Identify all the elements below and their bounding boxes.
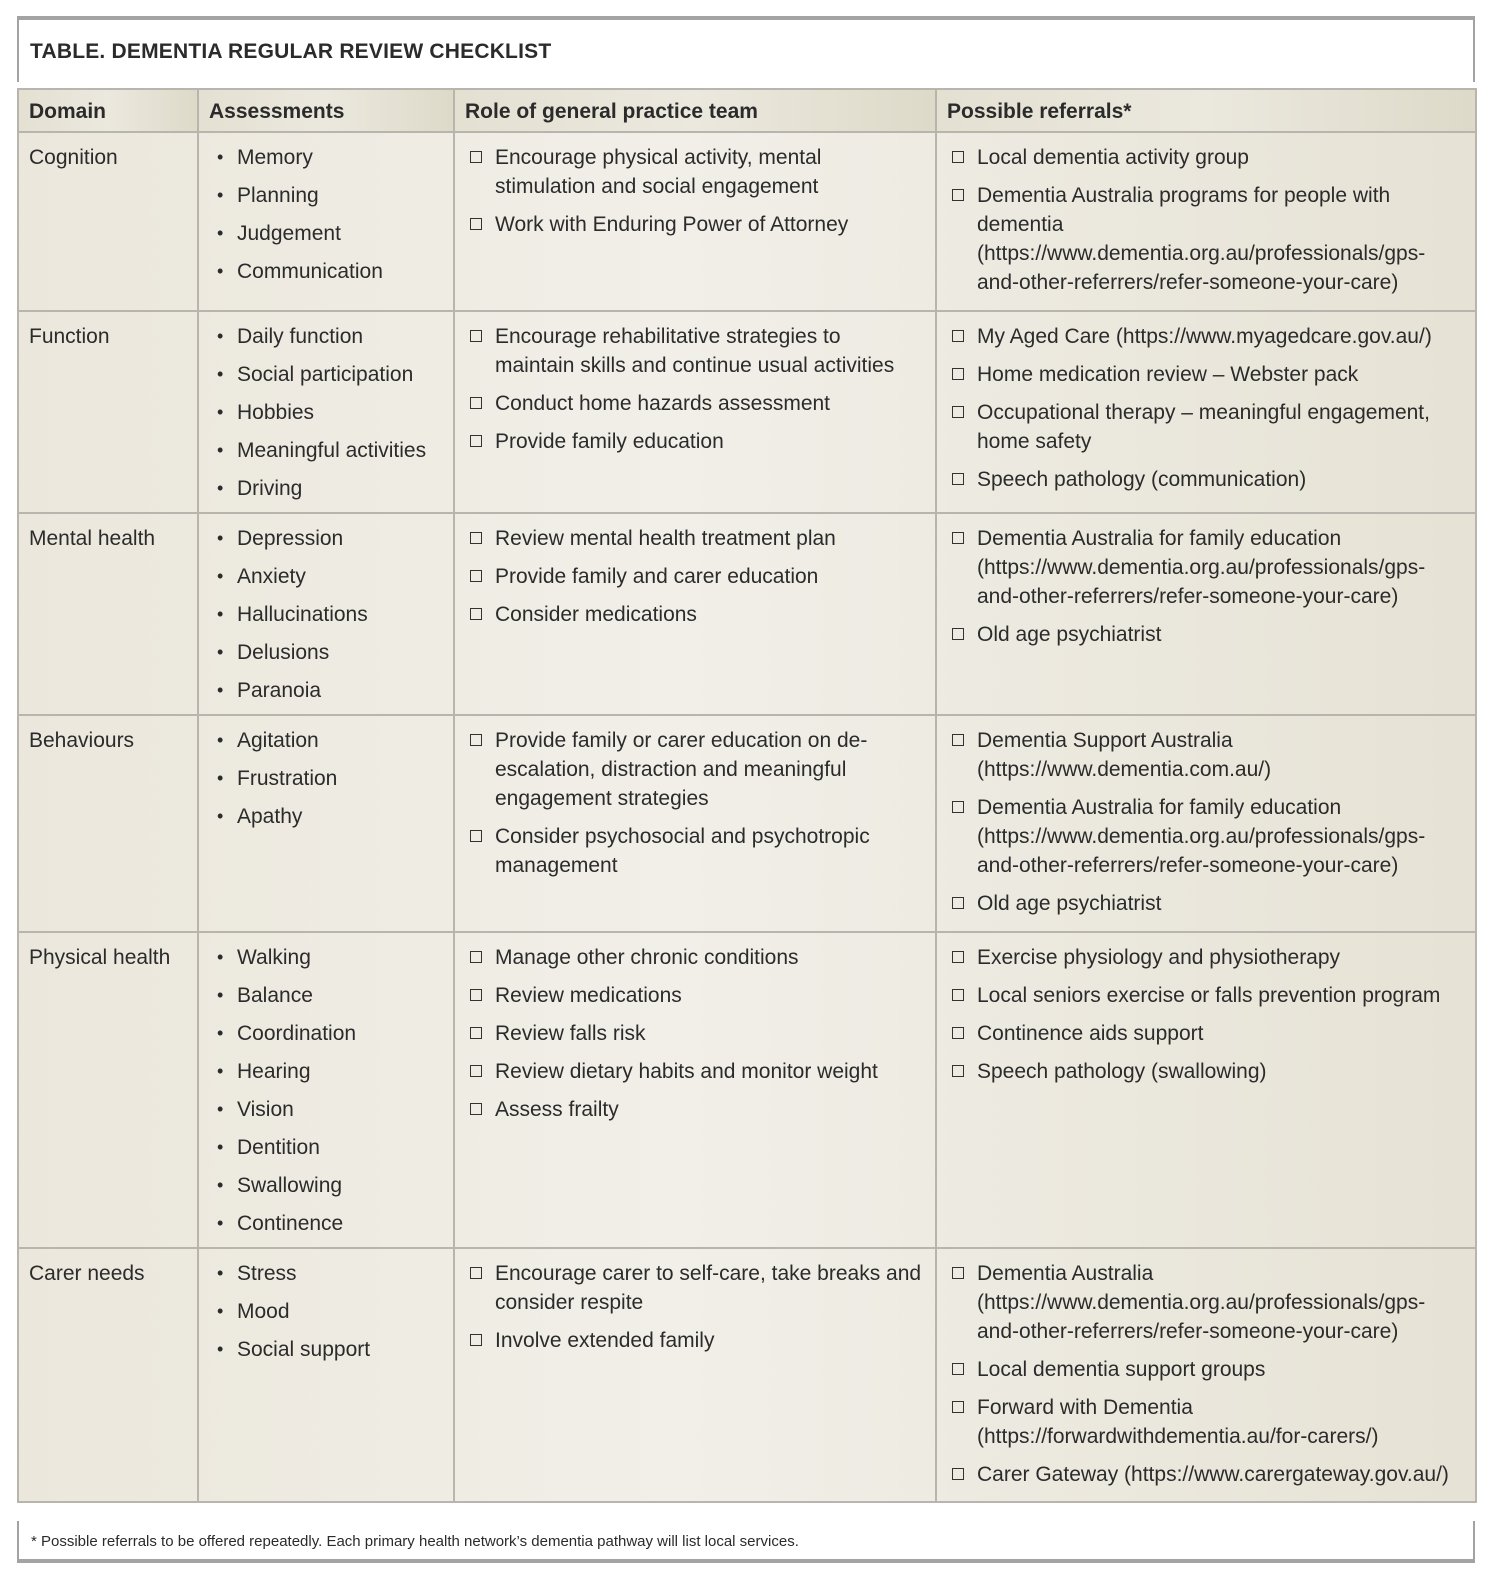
referrals-checklist bbox=[947, 1259, 1465, 1489]
role-cell bbox=[454, 311, 936, 513]
assessments-cell bbox=[198, 1248, 454, 1502]
checkbox-icon[interactable] bbox=[470, 989, 482, 1001]
checkbox-icon[interactable] bbox=[470, 435, 482, 447]
checkbox-icon[interactable] bbox=[470, 1334, 482, 1346]
assessment-list bbox=[209, 726, 443, 840]
checklist-item-text: Local seniors exercise or falls prevention program bbox=[977, 984, 1441, 1007]
checklist-item bbox=[470, 600, 925, 629]
checklist-item-text: Assess frailty bbox=[495, 1098, 619, 1121]
assessment-item: • Balance bbox=[217, 981, 443, 1019]
assessment-list bbox=[209, 1259, 443, 1373]
checklist-item-text: Speech pathology (swallowing) bbox=[977, 1060, 1267, 1083]
role-checklist bbox=[465, 726, 925, 880]
checklist-item-text: Continence aids support bbox=[977, 1022, 1204, 1045]
assessment-item: • Walking bbox=[217, 943, 443, 981]
assessment-item: • Agitation bbox=[217, 726, 443, 764]
checkbox-icon[interactable] bbox=[952, 406, 964, 418]
checklist-item bbox=[952, 143, 1465, 172]
assessment-item: • Swallowing bbox=[217, 1171, 443, 1209]
checkbox-icon[interactable] bbox=[952, 473, 964, 485]
checkbox-icon[interactable] bbox=[470, 1267, 482, 1279]
checkbox-icon[interactable] bbox=[952, 1065, 964, 1077]
checkbox-icon[interactable] bbox=[952, 368, 964, 380]
role-cell bbox=[454, 1248, 936, 1502]
role-cell bbox=[454, 132, 936, 311]
checklist-item bbox=[470, 981, 925, 1010]
header-assessments: Assessments bbox=[198, 89, 454, 132]
checkbox-icon[interactable] bbox=[470, 532, 482, 544]
assessment-item: • Mood bbox=[217, 1297, 443, 1335]
checkbox-icon[interactable] bbox=[952, 734, 964, 746]
checklist-item-text: My Aged Care (https://www.myagedcare.gov.au/) bbox=[977, 325, 1432, 348]
footnote-box bbox=[17, 1521, 1475, 1559]
assessment-item: • Coordination bbox=[217, 1019, 443, 1057]
table-row bbox=[18, 132, 1476, 311]
referrals-cell bbox=[936, 932, 1476, 1248]
assessment-item: • Meaningful activities bbox=[217, 436, 443, 474]
assessment-item: • Daily function bbox=[217, 322, 443, 360]
checklist-item bbox=[952, 793, 1465, 880]
checklist-item bbox=[470, 822, 925, 880]
domain-cell: Function bbox=[18, 311, 198, 513]
checklist-item-text: Manage other chronic conditions bbox=[495, 946, 799, 969]
assessment-item: • Stress bbox=[217, 1259, 443, 1297]
checklist-item bbox=[952, 398, 1465, 456]
table-row bbox=[18, 932, 1476, 1248]
domain-cell: Carer needs bbox=[18, 1248, 198, 1502]
checklist-item bbox=[952, 181, 1465, 297]
checklist-item-text: Home medication review – Webster pack bbox=[977, 363, 1359, 386]
checklist-item bbox=[952, 620, 1465, 649]
checklist-item-text: Involve extended family bbox=[495, 1329, 715, 1352]
checklist-item-text: Forward with Dementia (https://forwardwithdementia.au/for-carers/) bbox=[977, 1396, 1379, 1448]
checklist-item bbox=[470, 1095, 925, 1124]
checkbox-icon[interactable] bbox=[952, 330, 964, 342]
checklist-item bbox=[470, 1259, 925, 1317]
checkbox-icon[interactable] bbox=[952, 628, 964, 640]
checklist-item-text: Work with Enduring Power of Attorney bbox=[495, 213, 849, 236]
checklist-item bbox=[952, 465, 1465, 494]
checkbox-icon[interactable] bbox=[470, 151, 482, 163]
title-box bbox=[17, 20, 1475, 82]
checklist-item-text: Exercise physiology and physiotherapy bbox=[977, 946, 1341, 969]
checklist-item-text: Encourage rehabilitative strategies to maintain skills and continue usual activities bbox=[495, 325, 895, 377]
checklist-item-text: Carer Gateway (https://www.carergateway.gov.au/) bbox=[977, 1463, 1449, 1486]
checklist-item-text: Occupational therapy – meaningful engagement, home safety bbox=[977, 401, 1430, 453]
checklist-item-text: Consider medications bbox=[495, 603, 697, 626]
assessment-item: • Judgement bbox=[217, 219, 443, 257]
checkbox-icon[interactable] bbox=[470, 330, 482, 342]
assessments-cell bbox=[198, 932, 454, 1248]
checklist-item-text: Review falls risk bbox=[495, 1022, 646, 1045]
checklist-item bbox=[952, 943, 1465, 972]
assessment-item: • Delusions bbox=[217, 638, 443, 676]
referrals-checklist bbox=[947, 524, 1465, 649]
checklist-item bbox=[952, 524, 1465, 611]
assessment-item: • Vision bbox=[217, 1095, 443, 1133]
table-title-text: DEMENTIA REGULAR REVIEW CHECKLIST bbox=[111, 40, 552, 63]
assessment-list bbox=[209, 143, 443, 295]
role-checklist bbox=[465, 524, 925, 629]
checkbox-icon[interactable] bbox=[470, 608, 482, 620]
checklist-item-text: Review dietary habits and monitor weight bbox=[495, 1060, 878, 1083]
checklist-item bbox=[470, 143, 925, 201]
assessment-list bbox=[209, 943, 443, 1247]
checklist-item-text: Conduct home hazards assessment bbox=[495, 392, 831, 415]
checkbox-icon[interactable] bbox=[952, 1363, 964, 1375]
checklist-item-text: Provide family education bbox=[495, 430, 724, 453]
assessment-item: • Hearing bbox=[217, 1057, 443, 1095]
checkbox-icon[interactable] bbox=[952, 1401, 964, 1413]
assessment-item: • Hobbies bbox=[217, 398, 443, 436]
checkbox-icon[interactable] bbox=[952, 989, 964, 1001]
assessments-cell bbox=[198, 132, 454, 311]
checkbox-icon[interactable] bbox=[470, 1065, 482, 1077]
header-domain: Domain bbox=[18, 89, 198, 132]
role-checklist bbox=[465, 322, 925, 456]
checkbox-icon[interactable] bbox=[952, 532, 964, 544]
checklist-item bbox=[470, 943, 925, 972]
checkbox-icon[interactable] bbox=[470, 570, 482, 582]
checklist-item-text: Review mental health treatment plan bbox=[495, 527, 836, 550]
header-referrals: Possible referrals* bbox=[936, 89, 1476, 132]
checklist-item bbox=[952, 726, 1465, 784]
referrals-checklist bbox=[947, 143, 1465, 297]
checkbox-icon[interactable] bbox=[952, 1267, 964, 1279]
referrals-checklist bbox=[947, 943, 1465, 1086]
checklist-item-text: Old age psychiatrist bbox=[977, 623, 1162, 646]
checklist-item bbox=[470, 726, 925, 813]
checklist-item bbox=[952, 1057, 1465, 1086]
checklist-item bbox=[470, 322, 925, 380]
checklist-item bbox=[952, 1460, 1465, 1489]
checklist-item bbox=[470, 562, 925, 591]
table-row bbox=[18, 1248, 1476, 1502]
domain-cell: Mental health bbox=[18, 513, 198, 715]
assessment-item: • Memory bbox=[217, 143, 443, 181]
checklist-item bbox=[470, 427, 925, 456]
assessment-item: • Social support bbox=[217, 1335, 443, 1373]
checkbox-icon[interactable] bbox=[952, 1468, 964, 1480]
table-row bbox=[18, 513, 1476, 715]
checklist-item-text: Local dementia support groups bbox=[977, 1358, 1266, 1381]
referrals-cell bbox=[936, 715, 1476, 932]
assessment-item: • Frustration bbox=[217, 764, 443, 802]
assessment-item: • Driving bbox=[217, 474, 443, 512]
assessment-item: • Social participation bbox=[217, 360, 443, 398]
referrals-cell bbox=[936, 1248, 1476, 1502]
assessment-item: • Hallucinations bbox=[217, 600, 443, 638]
assessment-item: • Depression bbox=[217, 524, 443, 562]
role-checklist bbox=[465, 943, 925, 1124]
checklist-item-text: Encourage physical activity, mental stimulation and social engagement bbox=[495, 146, 822, 198]
table-title bbox=[30, 40, 551, 64]
assessments-cell bbox=[198, 311, 454, 513]
checklist-item-text: Dementia Australia for family education (https://www.dementia.org.au/professionals/gps-and-other-referrers/refer-someone-your-care) bbox=[977, 527, 1426, 608]
checklist-item bbox=[952, 322, 1465, 351]
bottom-rule bbox=[17, 1559, 1475, 1563]
checkbox-icon[interactable] bbox=[470, 218, 482, 230]
checklist-item bbox=[470, 1326, 925, 1355]
checkbox-icon[interactable] bbox=[952, 151, 964, 163]
checklist-item bbox=[952, 1393, 1465, 1451]
checklist-item-text: Dementia Support Australia (https://www.dementia.com.au/) bbox=[977, 729, 1272, 781]
role-cell bbox=[454, 932, 936, 1248]
referrals-cell bbox=[936, 132, 1476, 311]
table-row bbox=[18, 311, 1476, 513]
checkbox-icon[interactable] bbox=[470, 397, 482, 409]
checklist-item-text: Provide family and carer education bbox=[495, 565, 819, 588]
checkbox-icon[interactable] bbox=[952, 801, 964, 813]
checklist-item bbox=[470, 210, 925, 239]
assessment-item: • Continence bbox=[217, 1209, 443, 1247]
domain-cell: Physical health bbox=[18, 932, 198, 1248]
role-cell bbox=[454, 513, 936, 715]
checkbox-icon[interactable] bbox=[952, 897, 964, 909]
role-checklist bbox=[465, 143, 925, 239]
footnote: * Possible referrals to be offered repeatedly. Each primary health network’s dementia pathway will list local services. bbox=[31, 1533, 799, 1550]
checklist-item-text: Dementia Australia programs for people with dementia (https://www.dementia.org.au/professionals/gps-and-other-referrers/refer-someone-your-care) bbox=[977, 184, 1426, 294]
domain-cell: Behaviours bbox=[18, 715, 198, 932]
checkbox-icon[interactable] bbox=[470, 830, 482, 842]
role-checklist bbox=[465, 1259, 925, 1355]
checkbox-icon[interactable] bbox=[952, 951, 964, 963]
referrals-cell bbox=[936, 513, 1476, 715]
header-row bbox=[18, 89, 1476, 132]
referrals-cell bbox=[936, 311, 1476, 513]
assessment-list bbox=[209, 524, 443, 714]
checklist-table-figure bbox=[17, 16, 1475, 1563]
header-role: Role of general practice team bbox=[454, 89, 936, 132]
checklist-item-text: Encourage carer to self-care, take breaks and consider respite bbox=[495, 1262, 922, 1314]
checklist-item bbox=[470, 1057, 925, 1086]
checklist-item-text: Review medications bbox=[495, 984, 682, 1007]
checklist-item bbox=[952, 889, 1465, 918]
checklist-item-text: Consider psychosocial and psychotropic management bbox=[495, 825, 870, 877]
checkbox-icon[interactable] bbox=[952, 1027, 964, 1039]
domain-cell: Cognition bbox=[18, 132, 198, 311]
assessment-item: • Dentition bbox=[217, 1133, 443, 1171]
checklist-item bbox=[952, 1355, 1465, 1384]
checklist-item bbox=[470, 389, 925, 418]
assessment-item: • Communication bbox=[217, 257, 443, 295]
checklist-item bbox=[470, 524, 925, 553]
checkbox-icon[interactable] bbox=[470, 734, 482, 746]
referrals-checklist bbox=[947, 726, 1465, 918]
checklist-item-text: Local dementia activity group bbox=[977, 146, 1249, 169]
checkbox-icon[interactable] bbox=[952, 189, 964, 201]
checklist-item bbox=[952, 1259, 1465, 1346]
assessments-cell bbox=[198, 513, 454, 715]
assessment-item: • Paranoia bbox=[217, 676, 443, 714]
checklist-item bbox=[470, 1019, 925, 1048]
assessments-cell bbox=[198, 715, 454, 932]
checklist-item bbox=[952, 981, 1465, 1010]
checkbox-icon[interactable] bbox=[470, 1103, 482, 1115]
checklist-item bbox=[952, 360, 1465, 389]
referrals-checklist bbox=[947, 322, 1465, 494]
checklist-item-text: Dementia Australia for family education (https://www.dementia.org.au/professionals/gps-and-other-referrers/refer-someone-your-care) bbox=[977, 796, 1426, 877]
table-row bbox=[18, 715, 1476, 932]
dementia-review-table bbox=[17, 88, 1477, 1503]
checkbox-icon[interactable] bbox=[470, 1027, 482, 1039]
checklist-item-text: Speech pathology (communication) bbox=[977, 468, 1307, 491]
role-cell bbox=[454, 715, 936, 932]
assessment-item: • Planning bbox=[217, 181, 443, 219]
checklist-item-text: Dementia Australia (https://www.dementia.org.au/professionals/gps-and-other-referrers/refer-someone-your-care) bbox=[977, 1262, 1426, 1343]
assessment-item: • Anxiety bbox=[217, 562, 443, 600]
checkbox-icon[interactable] bbox=[470, 951, 482, 963]
table-title-prefix: TABLE. bbox=[30, 40, 106, 63]
assessment-item: • Apathy bbox=[217, 802, 443, 840]
checklist-item bbox=[952, 1019, 1465, 1048]
table-body bbox=[18, 132, 1476, 1502]
checklist-item-text: Provide family or carer education on de-escalation, distraction and meaningful engagement strategies bbox=[495, 729, 868, 810]
checklist-item-text: Old age psychiatrist bbox=[977, 892, 1162, 915]
assessment-list bbox=[209, 322, 443, 512]
